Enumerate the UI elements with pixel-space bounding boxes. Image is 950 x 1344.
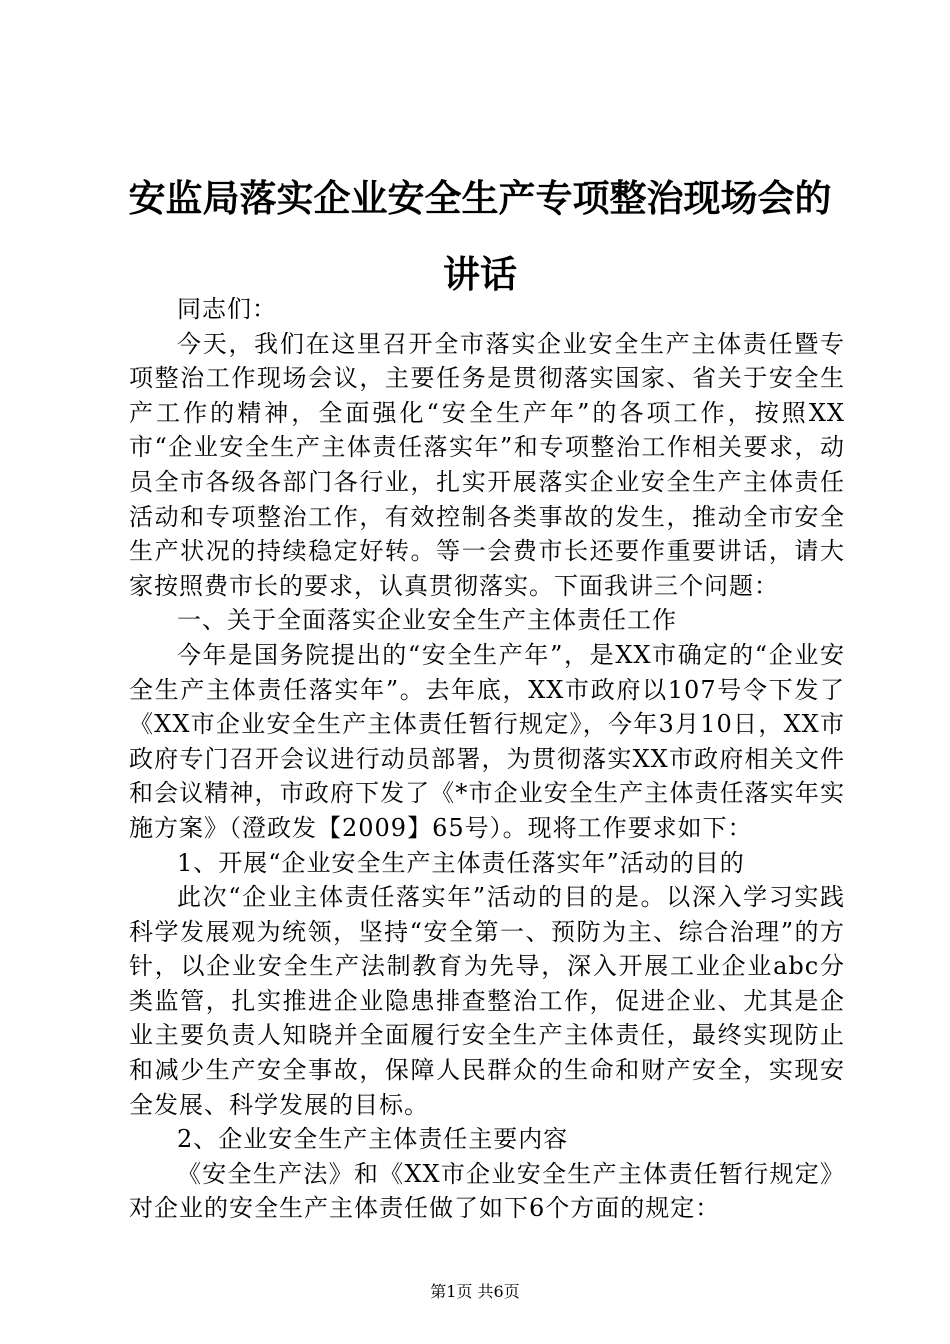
document-body [129,292,845,1226]
document-title: 安监局落实企业安全生产专项整治现场会的讲话 [128,176,832,296]
subsection-heading: 2、企业安全生产主体责任主要内容 [177,1125,569,1154]
paragraph: 此次“企业主体责任落实年”活动的目的是。以深入学习实践科学发展观为统领，坚持“安全第一、预防为主、综合治理”的方针，以企业安全生产法制教育为先导，深入开展工业企业abc分类监管，扎实推进企业隐患排查整治工作，促进企业、尤其是企业主要负责人知晓并全面履行安全生产主体责任，最终实现防止和减少生产安全事故，保障人民群众的生命和财产安全，实现安全发展、科学发展的目标。 [129,883,845,1119]
paragraph: 今年是国务院提出的“安全生产年”，是XX市确定的“企业安全生产主体责任落实年”。去年底，XX市政府以107号令下发了《XX市企业安全生产主体责任暂行规定》，今年3月10日，XX市政府专门召开会议进行动员部署，为贯彻落实XX市政府相关文件和会议精神，市政府下发了《*市企业安全生产主体责任落实年实施方案》（澄政发【2009】65号）。现将工作要求如下： [129,640,845,842]
section-heading: 一、关于全面落实企业安全生产主体责任工作 [177,606,677,635]
page-number: 第1页 共6页 [430,1282,520,1301]
salutation: 同志们： [177,295,277,323]
subsection-heading: 1、开展“企业安全生产主体责任落实年”活动的目的 [177,848,745,877]
paragraph: 今天，我们在这里召开全市落实企业安全生产主体责任暨专项整治工作现场会议，主要任务是贯彻落实国家、省关于安全生产工作的精神，全面强化“安全生产年”的各项工作，按照XX市“企业安全生产主体责任落实年”和专项整治工作相关要求，动员全市各级各部门各行业，扎实开展落实企业安全生产主体责任活动和专项整治工作，有效控制各类事故的发生，推动全市安全生产状况的持续稳定好转。等一会费市长还要作重要讲话，请大家按照费市长的要求，认真贯彻落实。下面我讲三个问题： [129,329,845,600]
paragraph: 《安全生产法》和《XX市企业安全生产主体责任暂行规定》对企业的安全生产主体责任做了如下6个方面的规定： [129,1159,845,1223]
